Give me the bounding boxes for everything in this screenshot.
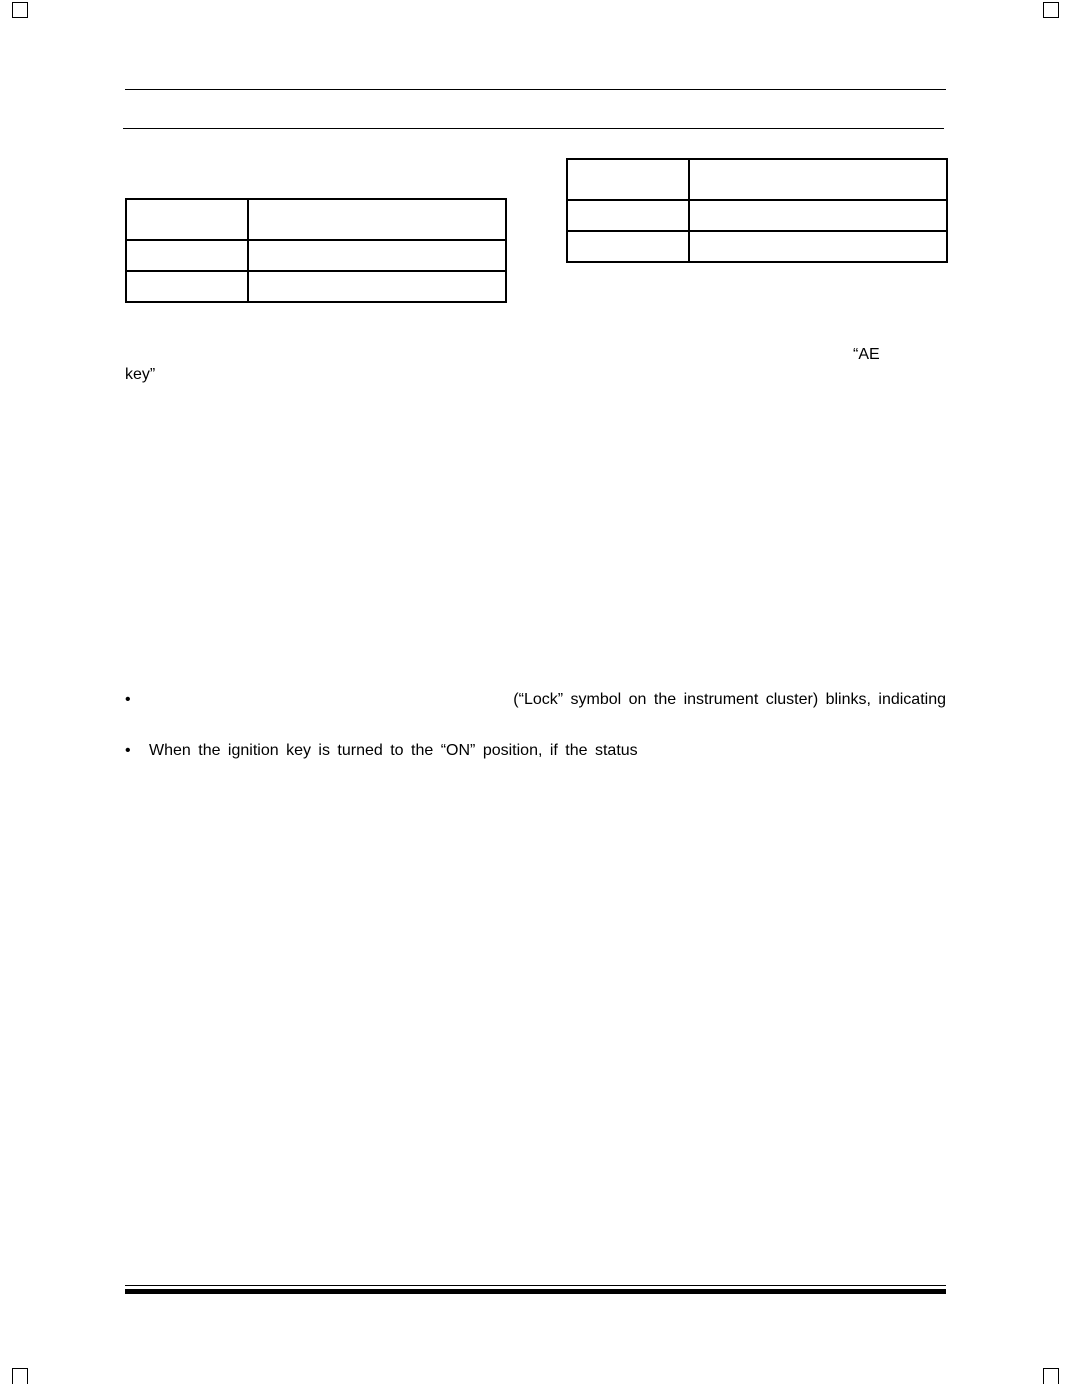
bullet-marker: • — [125, 742, 131, 759]
header-rule-bottom — [123, 128, 944, 129]
table-right — [566, 158, 948, 263]
table-cell — [567, 231, 689, 262]
bullet-marker: • — [125, 691, 131, 708]
table-header-row — [126, 199, 506, 240]
footer-rule-thick — [125, 1289, 946, 1294]
crop-mark-top-left — [12, 2, 28, 18]
bullet-item-lock-symbol — [125, 690, 946, 712]
quote-ae-text: “AE — [853, 346, 880, 363]
table-cell — [689, 200, 947, 231]
bullet-item-ignition-key — [125, 741, 946, 763]
table-cell — [567, 200, 689, 231]
crop-mark-top-right — [1043, 2, 1059, 18]
table-row — [126, 240, 506, 271]
table-cell — [689, 231, 947, 262]
table-cell — [689, 159, 947, 200]
footer-rule-thin — [125, 1285, 946, 1286]
header-rule-top — [125, 89, 946, 90]
table-cell — [126, 240, 248, 271]
table-row — [567, 200, 947, 231]
bullet-text: (“Lock” symbol on the instrument cluster) blinks, indicating — [513, 691, 946, 708]
table-cell — [248, 271, 506, 302]
table-cell — [126, 271, 248, 302]
table-cell — [248, 199, 506, 240]
table-cell — [567, 159, 689, 200]
table-header-row — [567, 159, 947, 200]
table-row — [567, 231, 947, 262]
table-row — [126, 271, 506, 302]
table-left — [125, 198, 507, 303]
crop-mark-bottom-left — [12, 1368, 28, 1384]
table-cell — [248, 240, 506, 271]
bullet-text: When the ignition key is turned to the “ON” position, if the status — [149, 742, 638, 759]
table-cell — [126, 199, 248, 240]
quote-key-text: key” — [125, 366, 156, 383]
crop-mark-bottom-right — [1043, 1368, 1059, 1384]
